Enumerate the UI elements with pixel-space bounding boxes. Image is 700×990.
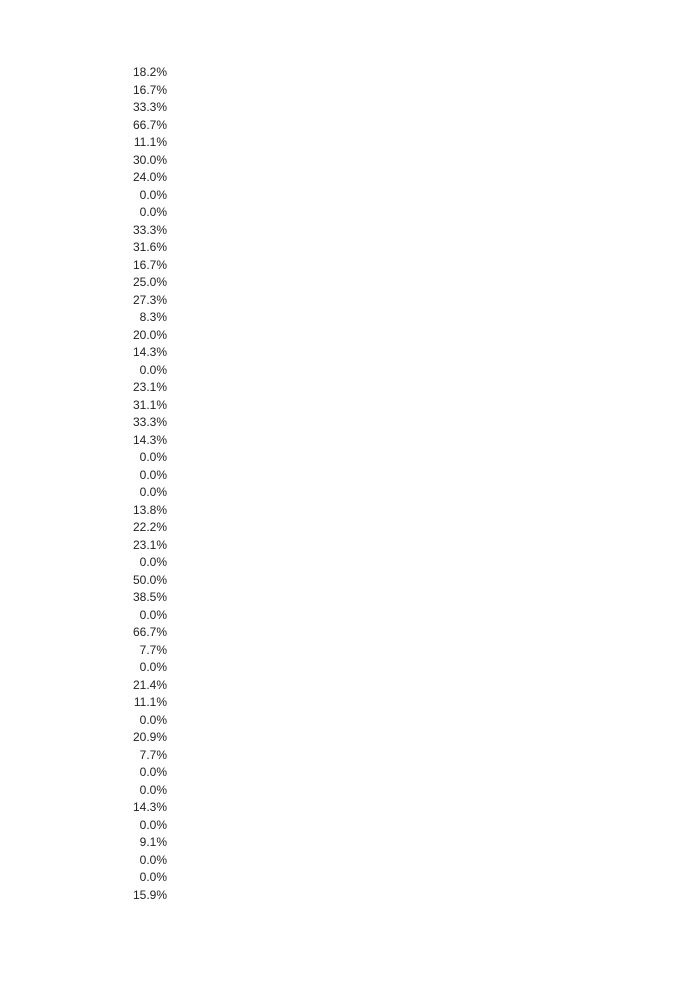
percentage-value: 33.3% — [132, 415, 167, 429]
percentage-value: 38.5% — [132, 590, 167, 604]
percentage-value: 24.0% — [132, 170, 167, 184]
percentage-value: 0.0% — [139, 817, 167, 832]
percentage-value: 16.7% — [132, 82, 167, 97]
percentage-value: 31.6% — [132, 240, 167, 254]
percentage-value: 0.0% — [139, 852, 167, 867]
percentage-value: 0.0% — [139, 450, 167, 464]
percentage-value: 50.0% — [132, 572, 167, 587]
values-column — [97, 64, 167, 904]
percentage-value: 20.0% — [132, 327, 167, 342]
percentage-value: 16.7% — [132, 257, 167, 272]
percentage-value: 18.2% — [132, 65, 167, 79]
percentage-value: 0.0% — [139, 467, 167, 482]
percentage-value: 23.1% — [132, 537, 167, 552]
percentage-value: 0.0% — [139, 660, 167, 674]
percentage-value: 0.0% — [139, 782, 167, 797]
percentage-value: 7.7% — [139, 747, 167, 762]
percentage-value: 20.9% — [132, 730, 167, 744]
percentage-value: 21.4% — [132, 677, 167, 692]
percentage-value: 31.1% — [132, 397, 167, 412]
percentage-value: 27.3% — [132, 292, 167, 307]
percentage-value: 8.3% — [139, 310, 167, 324]
percentage-value: 66.7% — [132, 117, 167, 132]
percentage-value: 11.1% — [133, 135, 167, 149]
percentage-value: 0.0% — [139, 870, 167, 884]
percentage-value: 0.0% — [139, 485, 167, 499]
percentage-value: 0.0% — [139, 187, 167, 202]
percentage-value: 0.0% — [139, 555, 167, 569]
percentage-value: 25.0% — [132, 275, 167, 289]
percentage-value: 23.1% — [132, 380, 167, 394]
percentage-value: 0.0% — [139, 362, 167, 377]
percentage-value: 30.0% — [132, 152, 167, 167]
percentage-value: 0.0% — [139, 205, 167, 219]
percentage-value: 15.9% — [132, 887, 167, 902]
percentage-value: 33.3% — [132, 222, 167, 237]
percentage-value: 7.7% — [139, 642, 167, 657]
percentage-value: 0.0% — [139, 607, 167, 622]
percentage-value: 13.8% — [132, 502, 167, 517]
percentage-value: 33.3% — [132, 100, 167, 114]
percentage-value: 0.0% — [139, 712, 167, 727]
percentage-value: 66.7% — [132, 625, 167, 639]
percentage-value: 14.3% — [132, 432, 167, 447]
percentage-value: 11.1% — [133, 695, 167, 709]
percentage-value: 14.3% — [132, 800, 167, 814]
percentage-value: 14.3% — [132, 345, 167, 359]
percentage-value: 0.0% — [139, 765, 167, 779]
percentage-value: 9.1% — [139, 835, 167, 849]
percentage-value: 22.2% — [132, 520, 167, 534]
